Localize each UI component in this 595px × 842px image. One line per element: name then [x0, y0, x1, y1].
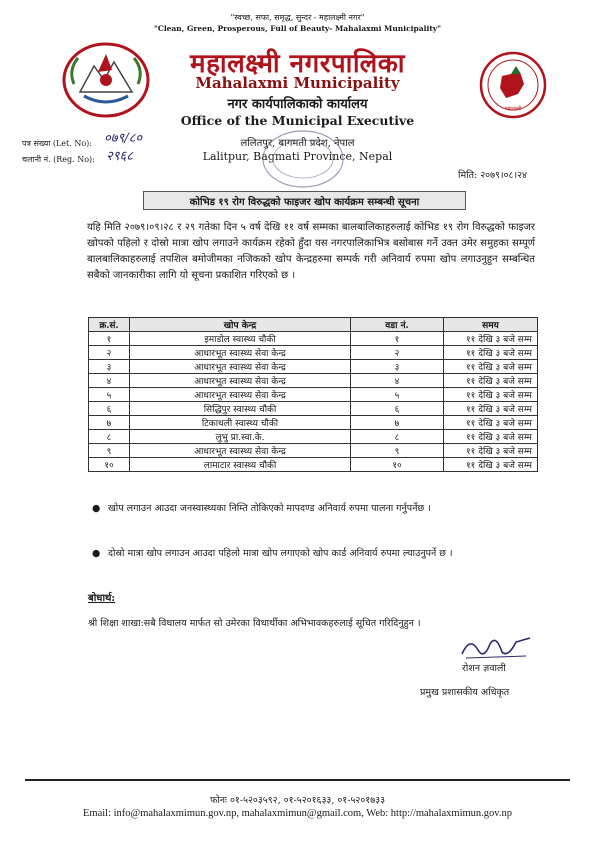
footer-divider [25, 779, 570, 781]
table-row [89, 374, 538, 388]
ward-cell: ४ [351, 374, 444, 388]
table-row [89, 332, 538, 346]
table-header-row [89, 318, 538, 332]
ward-cell: ६ [351, 402, 444, 416]
office-stamp-icon [258, 126, 348, 192]
time-cell: ११ देखि ३ बजे सम्म [444, 402, 538, 416]
note-item [92, 502, 532, 516]
office-name-english: Office of the Municipal Executive [180, 113, 415, 128]
serial-cell: ८ [89, 430, 130, 444]
registration-number-value: २९६८ [106, 149, 134, 164]
time-cell: ११ देखि ३ बजे सम्म [444, 430, 538, 444]
signer-title: प्रमुख प्रशासकीय अधिकृत [420, 687, 510, 698]
ward-cell: ५ [351, 388, 444, 402]
letter-number-value: ०७९/८० [104, 131, 143, 146]
ward-cell: ३ [351, 360, 444, 374]
signature-icon [456, 632, 536, 662]
ward-cell: ७ [351, 416, 444, 430]
serial-cell: ३ [89, 360, 130, 374]
slogan-nepali: "स्वच्छ, सफा, समृद्ध, सुन्दर - महालक्ष्मी नगर" [230, 13, 365, 22]
cc-text: श्री शिक्षा शाखा:सबै विधालय मार्फत सो उमेरका विधार्थीका अभिभावकहरुलाई सूचित गरिदिनुहुन । [88, 618, 421, 629]
table-row [89, 346, 538, 360]
letter-number-label: पत्र संख्या (Let. No): [22, 139, 92, 148]
office-name-nepali: नगर कार्यपालिकाको कार्यालय [227, 97, 368, 112]
municipality-name-english: Mahalaxmi Municipality [195, 74, 400, 92]
bullet-icon: ● [92, 503, 101, 514]
center-cell: लामाटार स्वास्थ्य चौकी [130, 458, 351, 472]
ward-cell: ८ [351, 430, 444, 444]
note-text: दोस्रो मात्रा खोप लगाउन आउदा पहिलो मात्रा खोप लगाएको खोप कार्ड अनिवार्य रुपमा ल्याउनुपर्ने छ । [108, 548, 453, 559]
notice-body: यहि मिति २०७९।०९।२८ र २९ गतेका दिन ५ वर्ष देखि ११ वर्ष सम्मका बालबालिकाहरुलाई कोभिड १९ रोग विरुद्धको फाइजर खोपको पहिलो र दोस्रो मात्रा खोप लगाउने कार्यक्रम रहेको हुँदा यस नगरपालिकाभित्र बसोबास गर्ने उक्त उमेर समुहका सम्पूर्ण बालबालिकाहरुलाई तपशिल बमोजीमका नजिकको खोप केन्द्रहरुमा सम्पर्क गरी अनिवार्य रुपमा खोप लगाउनुहुन सम्बन्धित सबैको जानकारीका लागि यो सूचना प्रकाशित गरिएको छ । [87, 222, 535, 281]
time-cell: ११ देखि ३ बजे सम्म [444, 388, 538, 402]
serial-cell: १ [89, 332, 130, 346]
signer-name: रोशन ज्ञवाली [462, 663, 506, 674]
ward-cell: ९ [351, 444, 444, 458]
table-row [89, 458, 538, 472]
time-cell: ११ देखि ३ बजे सम्म [444, 332, 538, 346]
table-row [89, 416, 538, 430]
table-row [89, 388, 538, 402]
time-cell: ११ देखि ३ बजे सम्म [444, 444, 538, 458]
center-cell: आधारभूत स्वास्थ्य सेवा केन्द्र [130, 374, 351, 388]
serial-cell: ७ [89, 416, 130, 430]
column-header-ward: वडा नं. [351, 318, 444, 332]
center-cell: इमाडोल स्वास्थ्य चौकी [130, 332, 351, 346]
column-header-center: खोप केन्द्र [130, 318, 351, 332]
ward-cell: १० [351, 458, 444, 472]
column-header-time: समय [444, 318, 538, 332]
vaccination-centers-table [88, 317, 538, 472]
address-english: Lalitpur, Bagmati Province, Nepal [202, 150, 393, 163]
serial-cell: २ [89, 346, 130, 360]
note-text: खोप लगाउन आउदा जनस्वास्थ्यका निम्ति तोकिएको मापदण्ड अनिवार्य रुपमा पालना गर्नुपर्नेछ । [108, 503, 431, 514]
time-cell: ११ देखि ३ बजे सम्म [444, 458, 538, 472]
serial-cell: ५ [89, 388, 130, 402]
ward-cell: २ [351, 346, 444, 360]
time-cell: ११ देखि ३ बजे सम्म [444, 416, 538, 430]
center-cell: आधारभूत स्वास्थ्य सेवा केन्द्र [130, 388, 351, 402]
note-item [92, 547, 532, 561]
table-row [89, 402, 538, 416]
issue-date: मिति: २०७९।०८।२४ [458, 170, 527, 181]
serial-cell: ४ [89, 374, 130, 388]
time-cell: ११ देखि ३ बजे सम्म [444, 360, 538, 374]
center-cell: आधारभूत स्वास्थ्य सेवा केन्द्र [130, 360, 351, 374]
footer-contact: Email: info@mahalaxmimun.gov.np, mahalaxmimun@gmail.com, Web: http://mahalaxmimun.gov.np [83, 808, 512, 819]
serial-cell: १० [89, 458, 130, 472]
ward-cell: १ [351, 332, 444, 346]
center-cell: आधारभूत स्वास्थ्य सेवा केन्द्र [130, 346, 351, 360]
table-row [89, 430, 538, 444]
subject-heading: कोभिड १९ रोग विरुद्धको फाइजर खोप कार्यक्रम सम्बन्धी सूचना [143, 191, 466, 210]
address-nepali: ललितपुर, बागमती प्रदेश, नेपाल [240, 138, 355, 149]
center-cell: लुभु प्रा.स्वा.के. [130, 430, 351, 444]
serial-cell: ६ [89, 402, 130, 416]
serial-cell: ९ [89, 444, 130, 458]
table-row [89, 360, 538, 374]
svg-text:महालक्ष्मी: महालक्ष्मी [504, 106, 522, 112]
center-cell: टिकाथली स्वास्थ्य चौकी [130, 416, 351, 430]
table-row [89, 444, 538, 458]
time-cell: ११ देखि ३ बजे सम्म [444, 374, 538, 388]
cc-label: बोधार्थ: [88, 593, 116, 604]
center-cell: आधारभूत स्वास्थ्य सेवा केन्द्र [130, 444, 351, 458]
time-cell: ११ देखि ३ बजे सम्म [444, 346, 538, 360]
bullet-icon: ● [92, 548, 101, 559]
registration-number-label: चलानी नं. (Reg. No): [22, 155, 95, 164]
footer-phone: फोनः ०१-५२०३५९२, ०१-५२०१६३३, ०१-५२०१७३३ [209, 795, 386, 806]
column-header-serial: क्र.सं. [89, 318, 130, 332]
municipality-name-nepali: महालक्ष्मी नगरपालिका [190, 49, 405, 79]
center-cell: सिद्धिपुर स्वास्थ्य चौकी [130, 402, 351, 416]
slogan-english: "Clean, Green, Prosperous, Full of Beauty- Mahalaxmi Municipality" [153, 24, 442, 33]
